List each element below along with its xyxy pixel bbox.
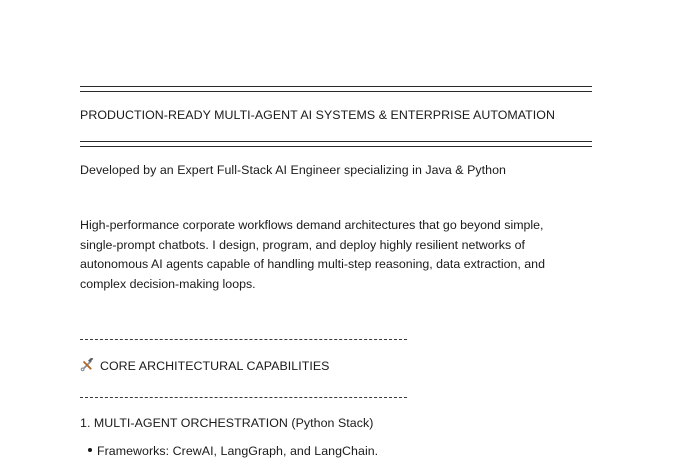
list-item-text: Frameworks: CrewAI, LangGraph, and LangChain. [97,444,379,458]
double-rule-bottom [80,141,592,147]
dashed-rule-top [80,339,407,340]
intro-line: High-performance corporate workflows demand architectures that go beyond simple, [80,218,544,232]
intro-line: single-prompt chatbots. I design, program, and deploy highly resilient networks of [80,237,525,252]
dashed-rule-bottom [80,397,407,398]
double-rule-top [80,86,592,92]
section-title: CORE ARCHITECTURAL CAPABILITIES [100,359,330,373]
intro-paragraph [80,216,580,294]
bullet-icon [88,448,92,452]
section-heading [80,357,329,377]
intro-line: autonomous AI agents capable of handling multi-step reasoning, data extraction, and [80,257,545,271]
hammer-and-wrench-icon [80,358,94,372]
byline: Developed by an Expert Full-Stack AI Engineer specializing in Java & Python [80,163,506,177]
intro-line: complex decision-making loops. [80,276,256,291]
document-heading: PRODUCTION-READY MULTI-AGENT AI SYSTEMS & ENTERPRISE AUTOMATION [80,108,555,122]
item-1-title: 1. MULTI-AGENT ORCHESTRATION (Python Stack) [80,416,374,430]
